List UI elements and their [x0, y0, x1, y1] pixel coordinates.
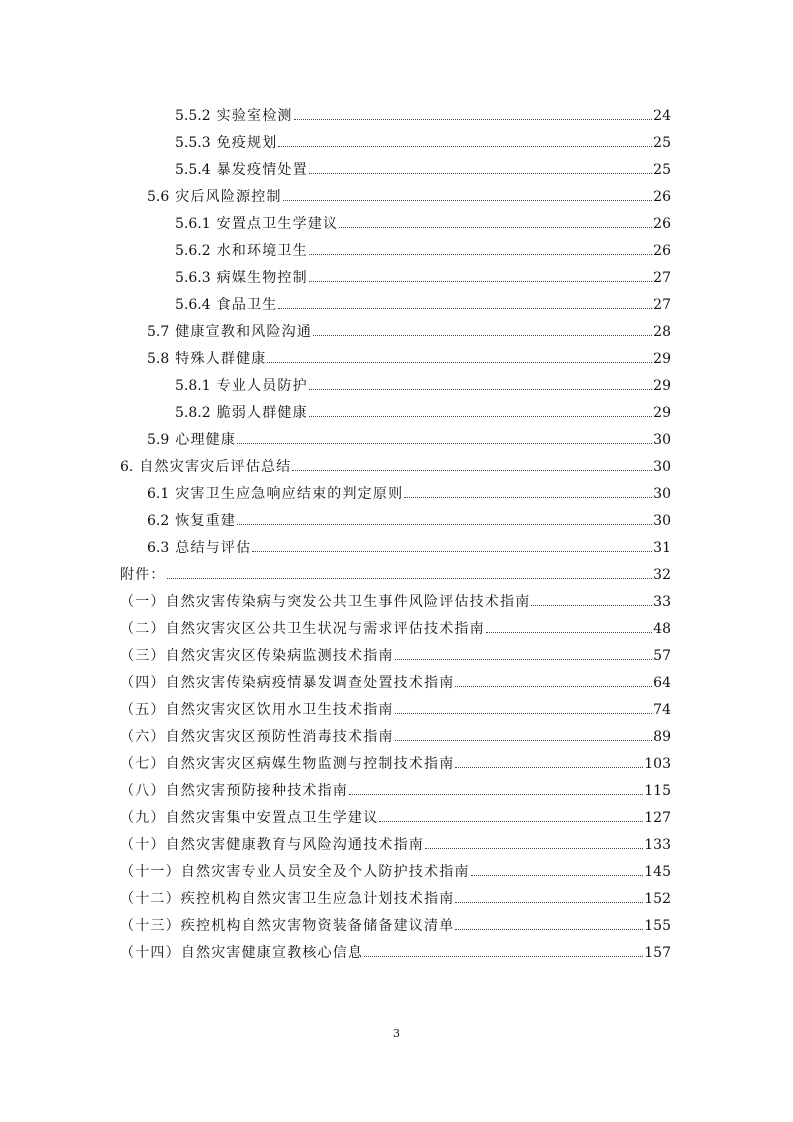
toc-entry-number: 5.5.2 [175, 108, 211, 124]
toc-dot-leader [486, 632, 652, 633]
toc-dot-leader [278, 308, 652, 309]
toc-dot-leader [455, 929, 643, 930]
toc-entry-title: 安置点卫生学建议 [216, 216, 339, 232]
toc-entry[interactable] [0, 745, 793, 772]
toc-entry[interactable] [0, 448, 793, 475]
toc-entry-title: 灾害卫生应急响应结束的判定原则 [175, 486, 404, 502]
toc-entry-page: 127 [644, 810, 671, 826]
toc-entry[interactable] [0, 421, 793, 448]
toc-entry-number: 5.6.4 [175, 297, 211, 313]
toc-entry-number: 5.5.3 [175, 135, 211, 151]
toc-dot-leader [339, 227, 652, 228]
toc-entry-page: 103 [644, 756, 671, 772]
toc-entry-number: 5.7 [147, 324, 170, 340]
toc-entry-title: 自然灾害灾后评估总结 [139, 459, 292, 475]
toc-entry[interactable] [0, 286, 793, 313]
toc-entry[interactable] [0, 205, 793, 232]
toc-dot-leader [309, 416, 652, 417]
toc-dot-leader [471, 875, 644, 876]
toc-entry-title: 心理健康 [175, 432, 237, 448]
toc-entry-title: 暴发疫情处置 [216, 162, 308, 178]
toc-entry-title: （十三）疾控机构自然灾害物资装备储备建议清单 [120, 918, 455, 934]
toc-entry-page: 25 [653, 162, 671, 178]
toc-entry-page: 28 [653, 324, 671, 340]
toc-entry-title: （九）自然灾害集中安置点卫生学建议 [120, 810, 379, 826]
toc-entry-page: 26 [653, 189, 671, 205]
toc-entry-page: 27 [653, 270, 671, 286]
toc-entry-title: 脆弱人群健康 [216, 405, 308, 421]
toc-entry-page: 29 [653, 405, 671, 421]
toc-dot-leader [237, 524, 652, 525]
toc-entry-page: 155 [644, 918, 671, 934]
toc-entry[interactable] [0, 799, 793, 826]
toc-entry-page: 152 [644, 891, 671, 907]
toc-dot-leader [349, 794, 643, 795]
toc-entry-number: 5.6.2 [175, 243, 211, 259]
toc-dot-leader [309, 173, 652, 174]
toc-dot-leader [379, 821, 643, 822]
toc-entry-title: 灾后风险源控制 [175, 189, 282, 205]
toc-entry-page: 48 [653, 621, 671, 637]
toc-entry[interactable] [0, 151, 793, 178]
toc-entry[interactable] [0, 502, 793, 529]
toc-entry-page: 57 [653, 648, 671, 664]
toc-entry[interactable] [0, 907, 793, 934]
toc-entry-page: 24 [653, 108, 671, 124]
table-of-contents [0, 97, 793, 961]
toc-entry-title: （十一）自然灾害专业人员安全及个人防护技术指南 [120, 864, 470, 880]
toc-entry[interactable] [0, 124, 793, 151]
toc-entry-title: 特殊人群健康 [175, 351, 267, 367]
toc-dot-leader [283, 200, 653, 201]
toc-entry-page: 32 [653, 567, 671, 583]
toc-entry-page: 29 [653, 378, 671, 394]
toc-entry[interactable] [0, 826, 793, 853]
toc-entry-number: 6. [120, 459, 134, 475]
toc-entry[interactable] [0, 97, 793, 124]
toc-entry-number: 6.2 [147, 513, 170, 529]
toc-dot-leader [395, 713, 653, 714]
toc-entry[interactable] [0, 394, 793, 421]
toc-entry-title: （十）自然灾害健康教育与风险沟通技术指南 [120, 837, 424, 853]
toc-entry-number: 5.8 [147, 351, 170, 367]
toc-dot-leader [313, 335, 652, 336]
toc-entry-title: 恢复重建 [175, 513, 237, 529]
toc-entry-page: 89 [653, 729, 671, 745]
toc-dot-leader [455, 902, 643, 903]
toc-dot-leader [395, 659, 653, 660]
toc-dot-leader [167, 578, 653, 579]
toc-entry-title: 食品卫生 [216, 297, 278, 313]
toc-entry-title: （六）自然灾害灾区预防性消毒技术指南 [120, 729, 394, 745]
toc-dot-leader [252, 551, 652, 552]
toc-entry-title: （三）自然灾害灾区传染病监测技术指南 [120, 648, 394, 664]
toc-dot-leader [425, 848, 643, 849]
toc-entry-number: 5.9 [147, 432, 170, 448]
toc-entry[interactable] [0, 556, 793, 583]
toc-entry-page: 26 [653, 243, 671, 259]
toc-entry[interactable] [0, 259, 793, 286]
toc-entry-title: 免疫规划 [216, 135, 278, 151]
toc-entry[interactable] [0, 340, 793, 367]
toc-entry-title: （五）自然灾害灾区饮用水卫生技术指南 [120, 702, 394, 718]
toc-entry-title: 专业人员防护 [216, 378, 308, 394]
toc-entry-page: 30 [653, 432, 671, 448]
toc-dot-leader [455, 767, 643, 768]
toc-entry-page: 157 [644, 945, 671, 961]
toc-dot-leader [531, 605, 652, 606]
toc-dot-leader [278, 146, 652, 147]
toc-dot-leader [292, 470, 652, 471]
toc-entry[interactable] [0, 583, 793, 610]
toc-dot-leader [309, 281, 652, 282]
toc-entry-page: 145 [644, 864, 671, 880]
toc-entry[interactable] [0, 475, 793, 502]
toc-dot-leader [237, 443, 652, 444]
toc-entry-title: 病媒生物控制 [216, 270, 308, 286]
toc-entry-number: 5.8.2 [175, 405, 211, 421]
toc-entry-page: 26 [653, 216, 671, 232]
toc-entry[interactable] [0, 718, 793, 745]
toc-dot-leader [455, 686, 652, 687]
toc-entry[interactable] [0, 610, 793, 637]
toc-entry-title: （七）自然灾害灾区病媒生物监测与控制技术指南 [120, 756, 455, 772]
toc-entry-page: 30 [653, 486, 671, 502]
toc-entry-title: 水和环境卫生 [216, 243, 308, 259]
toc-entry-page: 30 [653, 459, 671, 475]
toc-entry[interactable] [0, 313, 793, 340]
toc-entry-page: 30 [653, 513, 671, 529]
toc-entry[interactable] [0, 529, 793, 556]
toc-entry-page: 25 [653, 135, 671, 151]
toc-entry[interactable] [0, 691, 793, 718]
toc-entry-title: （二）自然灾害灾区公共卫生状况与需求评估技术指南 [120, 621, 485, 637]
toc-entry-page: 64 [653, 675, 671, 691]
toc-entry-number: 5.5.4 [175, 162, 211, 178]
toc-entry-title: （十四）自然灾害健康宣教核心信息 [120, 945, 364, 961]
toc-entry[interactable] [0, 232, 793, 259]
toc-entry[interactable] [0, 880, 793, 907]
toc-entry-page: 133 [644, 837, 671, 853]
toc-entry-number: 5.6.1 [175, 216, 211, 232]
toc-entry-page: 74 [653, 702, 671, 718]
toc-entry-page: 115 [644, 783, 671, 799]
toc-entry-page: 29 [653, 351, 671, 367]
toc-entry-page: 27 [653, 297, 671, 313]
toc-entry[interactable] [0, 178, 793, 205]
toc-entry-title: （八）自然灾害预防接种技术指南 [120, 783, 348, 799]
toc-entry-title: （四）自然灾害传染病疫情暴发调查处置技术指南 [120, 675, 455, 691]
toc-entry[interactable] [0, 772, 793, 799]
toc-entry-title: 健康宣教和风险沟通 [175, 324, 313, 340]
toc-entry-number: 5.6 [147, 189, 170, 205]
toc-entry-page: 31 [653, 540, 671, 556]
toc-entry-title: 附件： [120, 567, 166, 583]
toc-entry[interactable] [0, 934, 793, 961]
toc-entry-number: 6.1 [147, 486, 170, 502]
toc-dot-leader [395, 740, 653, 741]
toc-dot-leader [309, 389, 652, 390]
toc-entry-title: 总结与评估 [175, 540, 252, 556]
toc-dot-leader [404, 497, 652, 498]
toc-entry[interactable] [0, 853, 793, 880]
toc-dot-leader [267, 362, 652, 363]
toc-entry[interactable] [0, 367, 793, 394]
toc-entry-title: （一）自然灾害传染病与突发公共卫生事件风险评估技术指南 [120, 594, 531, 610]
toc-entry[interactable] [0, 637, 793, 664]
toc-entry[interactable] [0, 664, 793, 691]
toc-entry-number: 5.8.1 [175, 378, 211, 394]
toc-entry-number: 5.6.3 [175, 270, 211, 286]
toc-dot-leader [294, 119, 653, 120]
toc-entry-number: 6.3 [147, 540, 170, 556]
toc-entry-title: 实验室检测 [216, 108, 293, 124]
page-number: 3 [393, 1027, 400, 1040]
toc-entry-title: （十二）疾控机构自然灾害卫生应急计划技术指南 [120, 891, 455, 907]
toc-entry-page: 33 [653, 594, 671, 610]
toc-dot-leader [364, 956, 643, 957]
toc-dot-leader [309, 254, 652, 255]
